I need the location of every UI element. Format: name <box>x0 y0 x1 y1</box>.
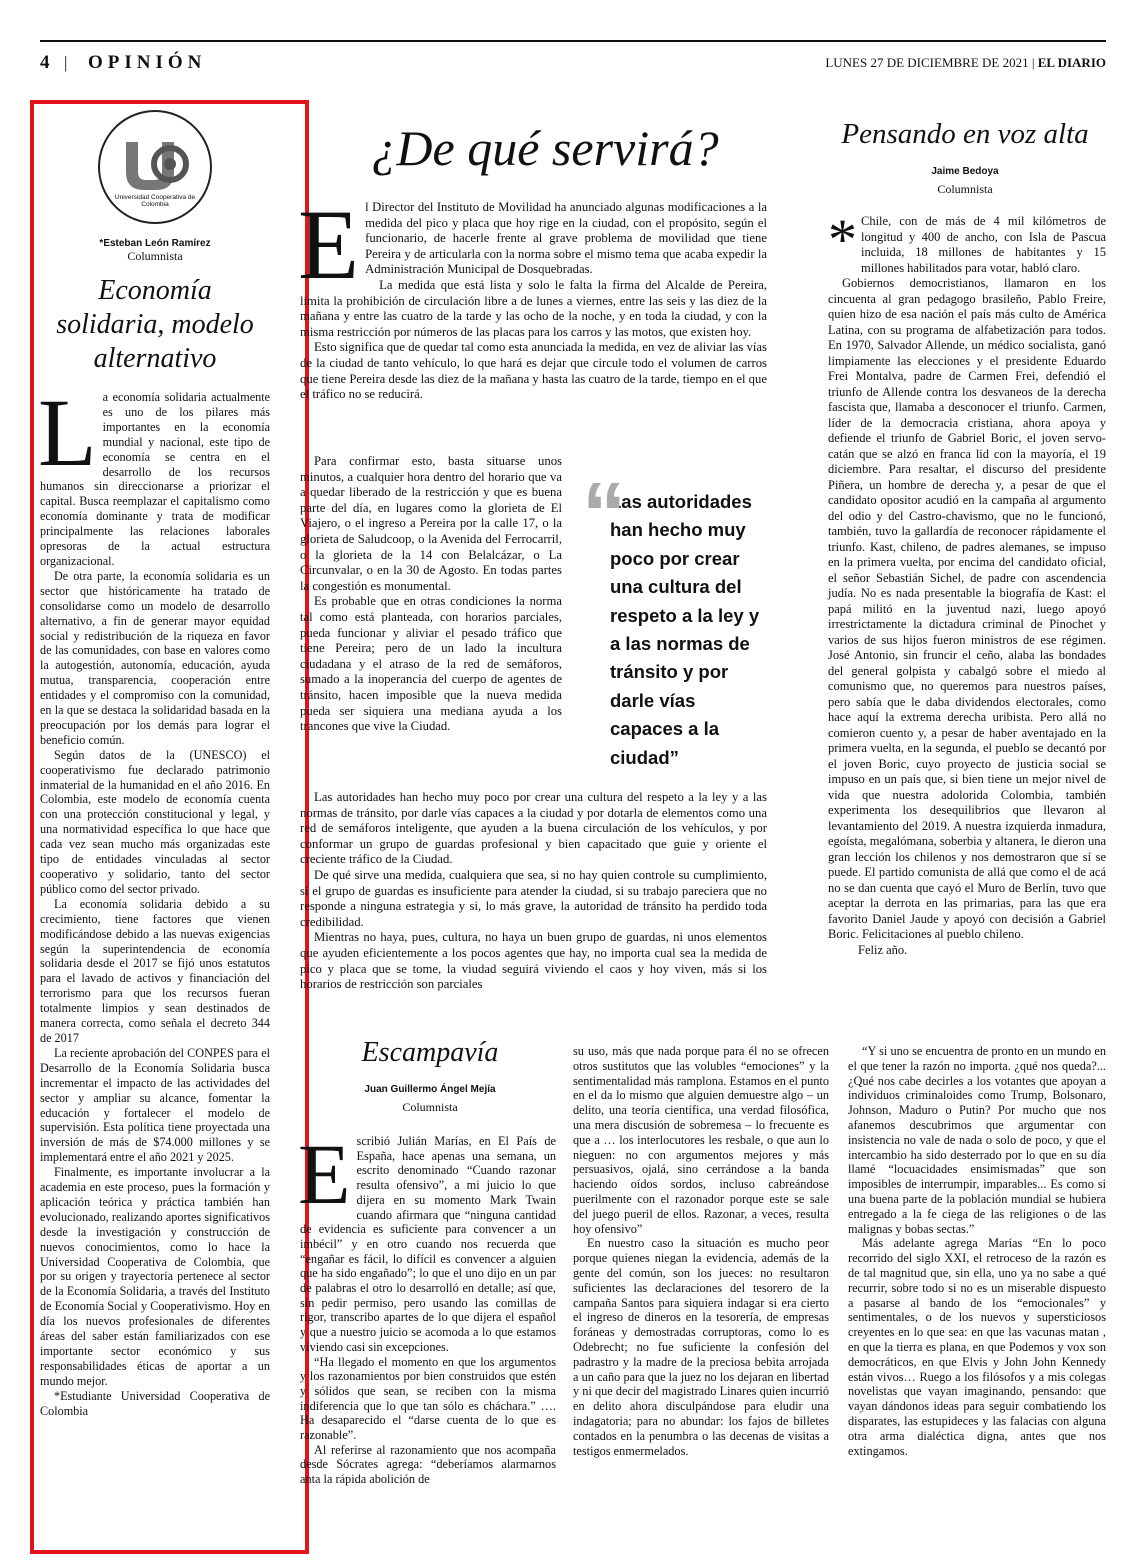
escampavia-col-2 <box>573 1044 829 1458</box>
author-name: Juan Guillermo Ángel Mejía <box>364 1084 496 1095</box>
paragraph: Mientras no haya, pues, cultura, no haya un buen grupo de guardas, ni unos elementos que ayuden eficientemente a los pocos agentes que hay, no importa cual sea la medida de pico y placa que se tome, la viudad seguirá viviendo el caos y hoy viven, más si los horarios de restricción son parciales <box>300 930 767 992</box>
paragraph: Feliz año. <box>858 942 908 957</box>
editorial-title: ¿De qué servirá? <box>371 120 719 176</box>
paragraph: Según datos de la (UNESCO) el cooperativismo fue declarado patrimonio inmaterial de la humanidad en el año 2016. En Colombia, este modelo de economía cuenta con una protección constitucional y legal, y una normatividad específica lo que hace que cada vez sean mucho más organizadas este tipo de entidades vinculadas al sector cooperativo y solidario, tanto del sector público como del sector privado. <box>40 747 270 896</box>
drop-cap: E <box>298 1126 351 1222</box>
paragraph: Para confirmar esto, basta situarse unos minutos, a cualquier hora dentro del horario que va a quedar liberado de la restricción y que es buena parte del día, en lugares como la glorieta de El Viajero, o el ingreso a Pereira por la calle 17, o la glorieta de Saludcoop, o la Avenida del Ferrocarril, o la glorieta de la 14 con Belalcázar, o La Circunvalar, o en la 30 de Agosto. En todas partes la congestión es monumental. <box>300 454 562 593</box>
paper-name: EL DIARIO <box>1037 55 1106 70</box>
paragraph: La reciente aprobación del CONPES para el Desarrollo de la Economía Solidaria busca incrementar el impacto de las actividades del sector y ampliar su alcance, fomentar la educación y fortalecer el modelo de supervisión. Esta política tiene proyectada una inversión de más de $74.000 millones y se implementará entre el año 2021 y 2025. <box>40 1045 270 1165</box>
drop-cap: E <box>298 189 360 300</box>
logo-text: Universidad Cooperativa de Colombia <box>114 194 196 208</box>
author-role: Columnista <box>937 182 993 196</box>
pull-quote <box>582 464 772 772</box>
footnote: *Estudiante Universidad Cooperativa de Colombia <box>40 1388 270 1418</box>
asterisk-drop-cap: * <box>828 207 857 272</box>
paragraph: l Director del Instituto de Movilidad ha anunciado algunas modificaciones a la medida del pico y placa que hoy rige en la ciudad, con el propósito, según el funcionario, de hacerle frente al grave problema de movilidad que tiene Pereira y de articularla con la norma sobre el mismo tema que acaba expedir la Administración Municipal de Dosquebradas. <box>365 200 767 277</box>
header-separator: | <box>64 53 68 72</box>
university-logo <box>98 110 212 224</box>
paragraph: su uso, más que nada porque para él no se ofrecen otros sustitutos que las volubles “emociones” y la sentimentalidad más ramplona. Estamos en el punto en el da lo mismo que alguien demuestre algo – un delito, una teoría científica, una verdad filosófica, una mera discusión de sobremesa – lo frecuente es que a … los interlocutores les resbale, o que aun lo nieguen: no con argumentos mejores y más persuasivos, ojalá, sino cerrándose a la banda haciendo oídos sordos, incluso cabreándose puerilmente con el razonador porque este se sale del juego pueril de ellos. Razonar, a veces, resulta hoy ofensivo” <box>573 1044 829 1236</box>
paragraph: Las autoridades han hecho muy poco por crear una cultura del respeto a la ley y a las normas de tránsito, por darle vías capaces a la ciudad y por dotarla de elementos como una red de semáforos inteligente, que ayuden a la buena circulación de los vehículos, y por conformar un grupo de guardas profesional y bien capacitado que guie y oriente el creciente tráfico de la Ciudad. <box>300 790 767 867</box>
page-number: 4 <box>40 52 50 73</box>
paragraph: “Y si uno se encuentra de pronto en un mundo en el que tener la razón no importa. ¿qué nos queda?... ¿Qué nos cabe decirles a los votantes que apoyan a individuos criminaloides como Trump, Bolsonaro, Johnson, Maduro o Putin? Por mucho que nos afanemos descubrimos que argumentar con insistencia no vale de nada o solo de poco, y que el intercambio ha sido desterrado por lo que en su día llamé “locuacidades ensimismadas” que son imposibles de interrumpir, imparables... Es como si una buena parte de la población mundial se hubiera entregado a la fe ciega de las religiones o de las malignas y bobas sectas.” <box>848 1044 1106 1236</box>
article-title: Economía solidaria, modelo alternativo <box>56 275 254 374</box>
header-rule <box>40 40 1106 42</box>
drop-cap: L <box>38 379 97 486</box>
column-body <box>828 207 1106 958</box>
column-title: Pensando en voz alta <box>841 118 1089 150</box>
paragraph: scribió Julián Marías, en El País de España, hace apenas una semana, un escrito denominado “Cuando razonar resulta ofensivo”, a mi juicio lo que dijera en su momento Mark Twain cuando afirmara que “ninguna cantidad de evidencia es suficiente para convencer a un imbécil” y en otro cuando nos recuerda que “engañar es fácil, lo difícil es convencer a alguien que ha sido engañado”; lo que el uno dijo en un par de palabras el otro lo desarrolló en detalle; así que, sin pedir permiso, pero usando las comillas de rigor, transcribo apartes de lo que dijera el español y que a nuestro juicio se acomoda a lo que estamos viviendo casi sin excepciones. <box>300 1134 556 1354</box>
editorial-body-bottom <box>300 790 767 993</box>
paragraph: Finalmente, es importante involucrar a la academia en este proceso, pues la formación y aplicación teórica y práctica también han evolucionado, realizando aportes significativos desde la investigación y construcción de nuevos conocimientos, como lo hace la Universidad Cooperativa de Colombia, que por su origen y trayectoria pertenece al sector de la Economía Solidaria, a través del Instituto de Economía Social y Cooperativismo. Hoy en día los nuevos profesionales de diferentes áreas del saber están familiarizados con ese importante sector económico y sus responsabilidades éticas de aportar a un mundo mejor. <box>40 1165 270 1388</box>
paragraph: La medida que está lista y solo le falta la firma del Alcalde de Pereira, limita la prohibición de circulación libre a de lunes a viernes, entre las seis y las diez de la mañana y entre las cuatro de la tarde y las ocho de la noche, y en toda la ciudad, y con la misma restricción por números de las placas para los carros y las motos, que existen hoy. <box>300 277 767 339</box>
editorial-body-middle <box>300 454 562 735</box>
paragraph: Más adelante agrega Marías “En lo poco recorrido del siglo XXI, el retroceso de la razón es de tal magnitud que, sin ella, uno ya no sabe a qué recurrir, sobre todo si no es un miserable dispuesto a pasarse al bando de los “emocionales” y sentimentales, o de los nuevos y supersticiosos creyentes en lo que sea: en que las vacunas matan , en que la tierra es plana, en que Podemos y vox son democráticos, en que Elvis y John John Kennedy están vivos… Ruego a los filósofos y a mis colegas novelistas que vayan imaginando, pensando: que vayan dándonos ideas para seguir combatiendo los disparates, las estupideces y las falacias con alguna otra arma dialéctica digna, antes que nos extingamos. <box>848 1236 1106 1458</box>
left-column <box>40 110 270 1419</box>
header-date: LUNES 27 DE DICIEMBRE DE 2021 | EL DIARIO <box>825 55 1106 70</box>
paragraph: Chile, con de más de 4 mil kilómetros de longitud y 400 de ancho, con Isla de Pascua incluida, 18 millones de habitantes y 15 millones habilitados para votar, habló claro. <box>861 214 1106 275</box>
paragraph: “Ha llegado el momento en que los argumentos y los razonamientos por bien construidos que estén y sólidos que sean, se reciben con la misma indiferencia que lo que tan sólo es cháchara.” …. Ha desaparecido el “darse cuenta de lo que es razonable”. <box>300 1354 556 1443</box>
paragraph: a economía solidaria actualmente es uno de los pilares más importantes en la economía mundial y nacional, este tipo de economía se centra en el desarrollo de los recursos humanos sin direccionarse a priorizar el capital. Busca reemplazar el capitalismo como economía dominante y trata de modificar principalmente las relaciones laborales opresoras de la actual estructura organizacional. <box>40 390 270 568</box>
column-title: Escampavía <box>361 1037 499 1068</box>
paragraph: Al referirse al razonamiento que nos acompaña desde Sócrates agrega: “deberíamos alarmarnos anta la rápida abolición de <box>300 1442 556 1487</box>
section-name: OPINIÓN <box>88 52 207 73</box>
paragraph: En nuestro caso la situación es mucho peor porque quienes niegan la evidencia, además de la gente del común, son los jueces: no resultaron suficientes las declaraciones del tesorero de la campaña Santos para siquiera indagar si era cierto el ingreso de dineros en la tesorería, de empresas foráneas y demostradas corruptoras, como lo es Odebrecht; no fue suficiente la confesión del padrastro y la madre de la preciosa bebita arrojada a un caño para que la juez no los dejaran en libertad y ni que decir del magistrado Linares quien incurrió en delito ahora disculpándose para eludir una indagatoria; para no abundar: los fajos de billetes contados en la penumbra o las decenas de visitas a testigos enmermelados. <box>573 1236 829 1458</box>
article-body <box>38 379 270 1419</box>
issue-date: LUNES 27 DE DICIEMBRE DE 2021 <box>825 55 1029 70</box>
author-role: Columnista <box>127 249 183 263</box>
paragraph: Gobiernos democristianos, llamaron en los cincuenta al gran pedagogo brasileño, Pablo Freire, quien hizo de esa nación el país más culto de América Latina, con su programa de alfabetización para todos. En 1970, Salvador Allende, un médico socialista, ganó limpiamente las elecciones y el presidente Eduardo Frei Montalva, padre de Carmen Frei, defendió el triunfo de Allende contra los desvaneos de la derecha fascista que, llamaba a desconocer el triunfo. Carmen, líder de la democracia cristiana, ahora apoya y defiende el triunfo de Gabriel Boric, el joven servo-catán que se alzó en franca lid con la mayoría, el 19 diciembre. Para resaltar, el discurso del presidente Piñera, un hombre de derecha y, a pesar de que el candidato opositor acudió en la campaña al argumento del odio y del Castro-chavismo, que no le funcionó, también, tuvo la gallardía de reconocer rápidamente el triunfo. Kast, chileno, de padres alemanes, se impuso en la primera vuelta, por encima del candidato oficial, el señor Sebastián Sichel, de padre con ascendencia judía. No es nada presentable la biografía de Kast: el papá militó en la juventud nazi, luego apoyó irrestrictamente la dictadura criminal de Pinochet y varios de sus hijos fueron ministros de ese régimen. José Antonio, sin fruncir el ceño, alaba las bondades del general golpista y cabalgó sobre el miedo al comunismo que, no queremos para nuestros países, pero sabía que le daba dividendos electorales, como hace aquí la extrema derecha uribista. Pero allá no comieron cuento y, a pesar de haber aventajado en la primera vuelta, en la segunda, el pueblo se decantó por el joven Boric, cuyo proyecto de justicia social se impuso en un país que, si bien tiene un mejor nivel de vida que nuestra adolorida Colombia, también experimenta los desequilibrios que llevaron al levantamiento del 2019. A nuestra izquierda inmadura, egoísta, megalómana, soberbia y altanera, le dieron una gran lección los chilenos y nos demostraron que sí se puede. El partido comunista de allá que como el de acá no se dan cuenta que cayó el Muro de Berlín, tuvo que aceptar la derrota en las primarias, para las que era favorito Daniel Jaude y apoyó con decisión a Gabriel Boric. Felicitaciones al pueblo chileno. <box>828 276 1106 941</box>
editorial-body-top <box>298 189 767 403</box>
escampavia-col-1 <box>298 1126 556 1487</box>
paragraph: La economía solidaria debido a su crecimiento, tiene factores que vienen modificándose debido a las nuevas exigencias según la superintendencia de economía solidaria desde el 2017 se fijó unos estatutos para el lavado de activos y financiación del terrorismo para que los recursos fueran totalmente limpios y sean destinados de manera correcta, como señala el decreto 344 de 2017 <box>40 896 270 1045</box>
quote-mark-icon: “ <box>582 464 626 563</box>
pull-quote-text: Las autoridades han hecho muy poco por crear una cultura del respeto a la ley y a las normas de tránsito y por darle vías capaces a la ciudad” <box>610 491 760 768</box>
paragraph: Es probable que en otras condiciones la norma tal como está planteada, con horarios parciales, pueda funcionar y aliviar el pesado tráfico que tiene Pereira; pero de un lado la incultura ciudadana y el atraso de la red de semáforos, sumado a la inoperancia del cuerpo de agentes de tránsito, hacen imposible que la nueva medida pueda ser siquiera una mediana ayuda a los trancones que vive la Ciudad. <box>300 594 562 734</box>
author-name: Jaime Bedoya <box>931 166 999 177</box>
escampavia-col-3 <box>848 1044 1106 1458</box>
paragraph: De otra parte, la economía solidaria es un sector que históricamente ha tratado de consolidarse como un modelo de desarrollo alternativo, a fin de generar mayor equidad social y redistribución de la riqueza en favor de las comunidades, con base en valores como la autogestión, autonomía, educación, ayuda mutua, transparencia, cooperación entre entidades y el compromiso con la comunidad, en la que se destaca la solidaridad basada en la preocupación por los demás para lograr el beneficio común. <box>40 568 270 747</box>
page-header <box>40 52 1106 76</box>
author-role: Columnista <box>402 1100 458 1114</box>
paragraph: Esto significa que de quedar tal como esta anunciada la medida, en vez de aliviar las vías de la ciudad de tanto vehículo, lo que hará es dejar que circule todo el volumen de carros que tiene Pereira desde las diez de la mañana y hasta las cuatro de la tarde, tiempo en el que el tráfico no se reducirá. <box>300 340 767 402</box>
paragraph: De qué sirve una medida, cualquiera que sea, si no hay quien controle su cumplimiento, si el grupo de guardas es insuficiente para atender la ciudad, si su trabajo pareciera que no responde a ninguna estrategia y si, lo más grave, la autoridad de tránsito ha perdido toda credibilidad. <box>300 867 767 929</box>
author-name: *Esteban León Ramírez <box>99 238 211 249</box>
